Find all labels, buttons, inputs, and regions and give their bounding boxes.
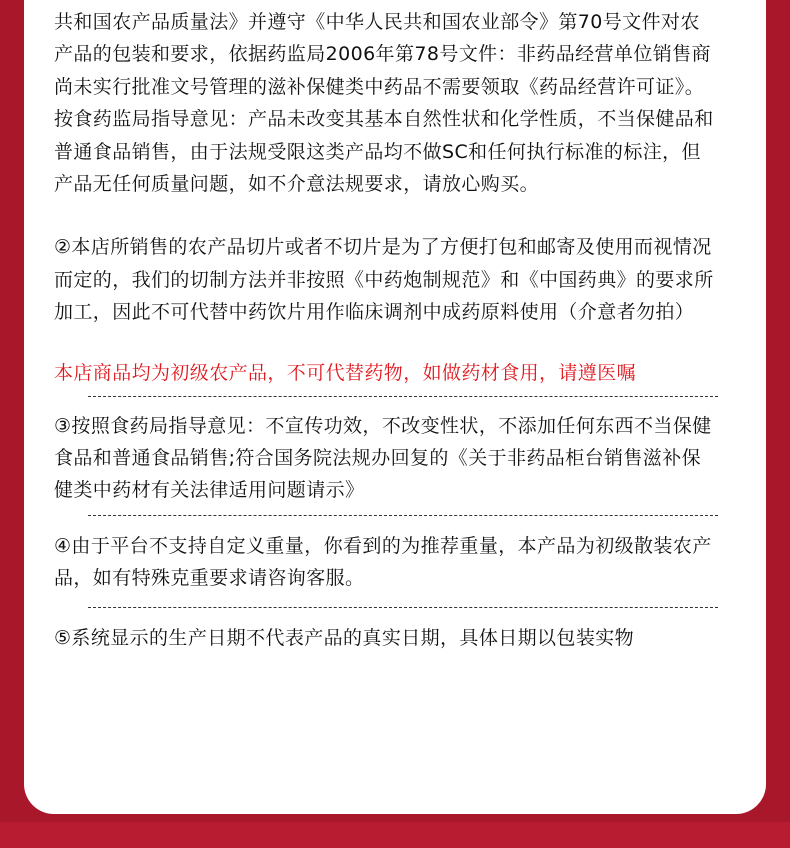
- paragraph-weight: ④由于平台不支持自定义重量，你看到的为推荐重量，本产品为初级散装农产品，如有特殊克重要求请咨询客服。: [54, 534, 712, 590]
- paragraph-date: ⑤系统显示的生产日期不代表产品的真实日期，具体日期以包装实物: [54, 626, 635, 649]
- paragraph-slicing: ②本店所销售的农产品切片或者不切片是为了方便打包和邮寄及使用而视情况而定的，我们的切制方法并非按照《中药炮制规范》和《中国药典》的要求所加工，因此不可代替中药饮片用作临床调剂中成药原料使用（介意者勿拍）: [54, 236, 714, 324]
- notice-content: [54, 6, 719, 654]
- dashed-divider: [88, 396, 718, 397]
- red-notice: 本店商品均为初级农产品，不可代替药物，如做药材食用，请遵医嘱: [54, 361, 637, 384]
- paragraph-regulations: 共和国农产品质量法》并遵守《中华人民共和国农业部令》第70号文件对农产品的包装和要求，依据药监局2006年第78号文件：非药品经营单位销售商尚未实行批准文号管理的滋补保健类中药品不需要领取《药品经营许可证》。按食药监局指导意见：产品未改变其基本自然性状和化学性质，不当保健品和普通食品销售，由于法规受限这类产品均不做SC和任何执行标准的标注，但产品无任何质量问题，如不介意法规要求，请放心购买。: [54, 11, 714, 196]
- bottom-band: [0, 822, 790, 848]
- dashed-divider: [88, 515, 718, 516]
- paragraph-guidance: ③按照食药局指导意见：不宣传功效，不改变性状，不添加任何东西不当保健食品和普通食品销售;符合国务院法规办回复的《关于非药品柜台销售滋补保健类中药材有关法律适用问题请示》: [54, 414, 712, 502]
- dashed-divider: [88, 607, 718, 608]
